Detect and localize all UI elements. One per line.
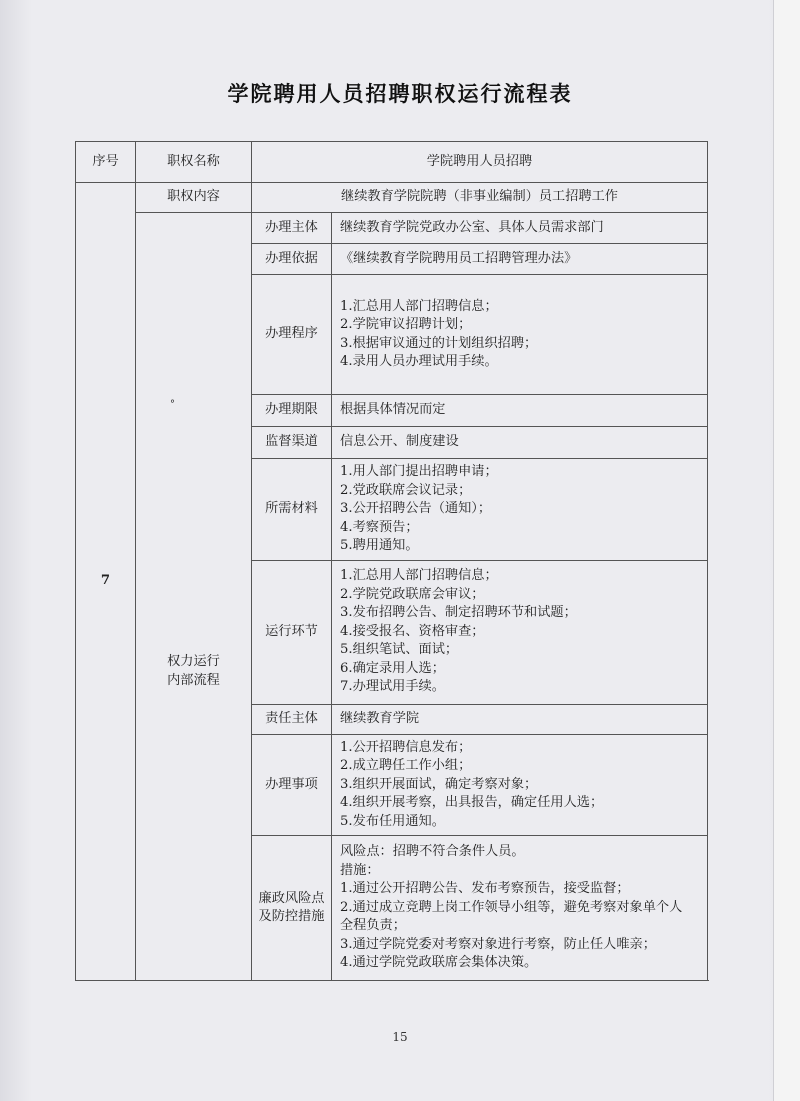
matters-line: 3.组织开展面试，确定考察对象； [340,776,538,792]
procedure-line: 1.汇总用人部门招聘信息； [340,298,498,314]
steps-label: 运行环节 [252,560,332,704]
steps-line: 2.学院党政联席会审议； [340,586,485,602]
materials-line: 5.聘用通知。 [340,538,419,553]
procedure-value [332,275,708,395]
table-row [76,183,708,213]
handler-value: 继续教育学院党政办公室、具体人员需求部门 [332,213,708,244]
process-table [75,141,708,981]
materials-line: 4.考察预告； [340,519,419,535]
deadline-label: 办理期限 [252,395,332,427]
procedure-line: 4.录用人员办理试用手续。 [340,354,498,369]
page-edge [773,0,800,1101]
steps-line: 6.确定录用人选； [340,660,445,676]
risk-line: 风险点：招聘不符合条件人员。 [340,844,525,860]
process-label [136,213,252,981]
risk-line: 1.通过公开招聘公告、发布考察预告，接受监督； [340,881,630,897]
materials-line: 2.党政联席会议记录； [340,482,472,498]
seq-value: 7 [76,183,136,981]
stray-mark: ° [170,399,175,410]
power-name-header: 职权名称 [136,142,252,183]
risk-line: 4.通过学院党政联席会集体决策。 [340,955,538,971]
deadline-value: 根据具体情况而定 [332,395,708,427]
procedure-line: 2.学院审议招聘计划； [340,317,472,332]
basis-value: 《继续教育学院聘用员工招聘管理办法》 [332,244,708,275]
procedure-label: 办理程序 [252,275,332,395]
materials-line: 3.公开招聘公告（通知）； [340,501,492,516]
risk-line: 措施： [340,862,380,878]
steps-line: 7.办理试用手续。 [340,679,445,695]
materials-label: 所需材料 [252,459,332,561]
steps-value [332,560,708,704]
responsible-value: 继续教育学院 [332,704,708,734]
responsible-label: 责任主体 [252,704,332,734]
supervision-label: 监督渠道 [252,427,332,459]
risk-line: 全程负责； [340,918,406,934]
process-label-line: 内部流程 [167,672,220,688]
power-name-value: 学院聘用人员招聘 [252,142,708,183]
steps-line: 5.组织笔试、面试； [340,642,459,658]
materials-line: 1.用人部门提出招聘申请； [340,464,498,479]
power-content-value: 继续教育学院院聘（非事业编制）员工招聘工作 [252,183,708,213]
page-title: 学院聘用人员招聘职权运行流程表 [227,81,573,106]
page-number: 15 [392,1030,408,1044]
matters-line: 5.发布任用通知。 [340,813,445,829]
matters-line: 4.组织开展考察，出具报告，确定任用人选； [340,795,604,810]
matters-label: 办理事项 [252,734,332,836]
handler-label: 办理主体 [252,213,332,244]
supervision-value: 信息公开、制度建设 [332,427,708,459]
table-row [76,213,708,244]
matters-value [332,734,708,836]
materials-value [332,459,708,561]
risk-line: 3.通过学院党委对考察对象进行考察，防止任人唯亲； [340,936,656,952]
steps-line: 4.接受报名、资格审查； [340,623,485,639]
risk-label: 廉政风险点及防控措施 [252,836,332,981]
risk-line: 2.通过成立竞聘上岗工作领导小组等，避免考察对象单个人 [340,899,683,915]
matters-line: 2.成立聘任工作小组； [340,758,472,773]
seq-header: 序号 [76,142,136,183]
risk-value [332,836,708,981]
power-content-label: 职权内容 [136,183,252,213]
table-row [76,142,708,183]
process-label-line: 权力运行 [167,654,220,669]
basis-label: 办理依据 [252,244,332,275]
steps-line: 1.汇总用人部门招聘信息； [340,568,498,584]
matters-line: 1.公开招聘信息发布； [340,739,472,755]
steps-line: 3.发布招聘公告、制定招聘环节和试题； [340,605,577,621]
procedure-line: 3.根据审议通过的计划组织招聘； [340,335,538,351]
